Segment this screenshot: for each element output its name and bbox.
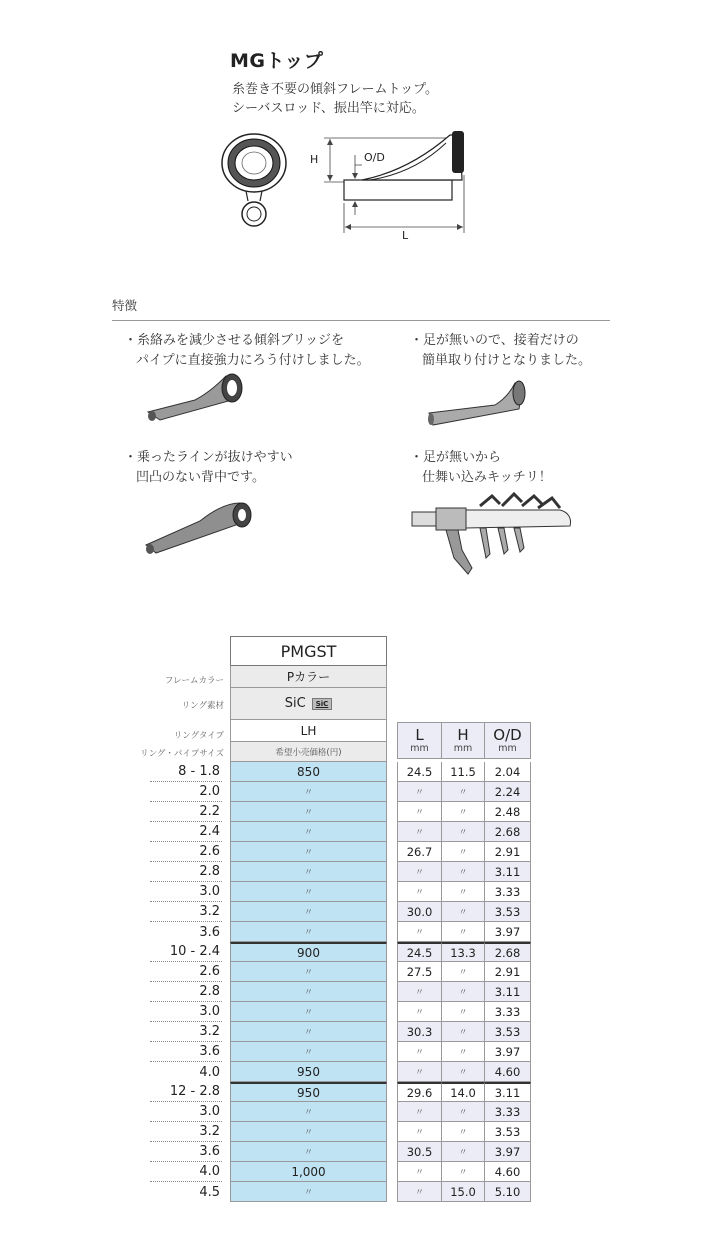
row-dim-h: 〃	[442, 922, 485, 942]
row-dim-od: 3.53	[485, 902, 531, 922]
row-size-label: 3.0	[150, 882, 222, 902]
row-price: 950	[230, 1062, 387, 1082]
row-dim-od: 2.68	[485, 942, 531, 962]
frame-color-value: Pカラー	[230, 666, 387, 688]
row-dim-od: 3.97	[485, 1142, 531, 1162]
row-dim-l: 24.5	[397, 762, 442, 782]
row-dim-l: 〃	[397, 1002, 442, 1022]
description-line-1: 糸巻き不要の傾斜フレームトップ。	[232, 82, 439, 97]
row-dim-od: 4.60	[485, 1062, 531, 1082]
row-dim-od: 2.91	[485, 842, 531, 862]
label-frame-color: フレームカラー	[164, 676, 224, 686]
row-size-label: 12 - 2.8	[150, 1082, 222, 1102]
row-dim-l: 〃	[397, 1182, 442, 1202]
row-size-label: 3.0	[150, 1102, 222, 1122]
row-price: 950	[230, 1082, 387, 1102]
row-price: 〃	[230, 922, 387, 942]
row-dim-l: 〃	[397, 802, 442, 822]
row-dim-od: 2.24	[485, 782, 531, 802]
description-line-2: シーバスロッド、振出竿に対応。	[232, 101, 425, 116]
row-size-label: 8 - 1.8	[150, 762, 222, 782]
row-price: 850	[230, 762, 387, 782]
row-dim-l: 26.7	[397, 842, 442, 862]
row-price: 〃	[230, 862, 387, 882]
row-dim-h: 〃	[442, 1102, 485, 1122]
row-price: 〃	[230, 782, 387, 802]
row-dim-h: 〃	[442, 822, 485, 842]
row-price: 〃	[230, 1022, 387, 1042]
row-dim-l: 〃	[397, 1062, 442, 1082]
row-dim-od: 3.97	[485, 922, 531, 942]
feature-2: ・足が無いので、接着だけの 簡単取り付けとなりました。	[410, 333, 592, 368]
label-od: O/D	[364, 151, 385, 164]
row-dim-l: 〃	[397, 1102, 442, 1122]
row-size-label: 2.6	[150, 962, 222, 982]
row-dim-h: 〃	[442, 1022, 485, 1042]
row-dim-l: 〃	[397, 1042, 442, 1062]
label-ring-pipe-size: リング・パイプサイズ	[140, 749, 224, 759]
row-dim-l: 〃	[397, 782, 442, 802]
row-dim-h: 〃	[442, 842, 485, 862]
ring-material-cell	[230, 688, 387, 720]
label-ring-type: リングタイプ	[173, 731, 224, 741]
row-dim-l: 30.5	[397, 1142, 442, 1162]
label-ring-material: リング素材	[181, 701, 224, 711]
row-size-label: 2.6	[150, 842, 222, 862]
row-dim-l: 〃	[397, 882, 442, 902]
features-divider	[112, 320, 610, 321]
dimension-diagram	[212, 125, 482, 240]
row-dim-h: 〃	[442, 902, 485, 922]
row-dim-h: 〃	[442, 1002, 485, 1022]
row-price: 900	[230, 942, 387, 962]
row-dim-od: 3.53	[485, 1022, 531, 1042]
row-size-label: 10 - 2.4	[150, 942, 222, 962]
label-h: H	[310, 153, 319, 166]
row-dim-od: 2.48	[485, 802, 531, 822]
row-size-label: 2.8	[150, 982, 222, 1002]
row-dim-l: 〃	[397, 822, 442, 842]
row-dim-h: 13.3	[442, 942, 485, 962]
row-price: 〃	[230, 1142, 387, 1162]
row-dim-l: 〃	[397, 1162, 442, 1182]
row-size-label: 2.2	[150, 802, 222, 822]
row-dim-h: 〃	[442, 1122, 485, 1142]
row-dim-h: 〃	[442, 782, 485, 802]
row-price: 〃	[230, 1102, 387, 1122]
row-price: 〃	[230, 822, 387, 842]
feature-1-illustration	[140, 370, 250, 430]
feature-3: ・乗ったラインが抜けやすい 凹凸のない背中です。	[124, 450, 293, 485]
row-dim-od: 3.11	[485, 1082, 531, 1102]
row-dim-h: 11.5	[442, 762, 485, 782]
row-dim-od: 2.91	[485, 962, 531, 982]
row-dim-h: 〃	[442, 982, 485, 1002]
ring-type-value: LH	[230, 720, 387, 742]
ring-material-value: SiC	[284, 696, 306, 711]
ring-side	[452, 131, 464, 173]
product-title: MGトップ	[230, 50, 324, 72]
row-dim-l: 30.3	[397, 1022, 442, 1042]
row-price: 1,000	[230, 1162, 387, 1182]
model-header: PMGST	[230, 636, 387, 666]
row-price: 〃	[230, 802, 387, 822]
row-size-label: 4.0	[150, 1162, 222, 1182]
row-dim-l: 〃	[397, 982, 442, 1002]
row-dim-l: 27.5	[397, 962, 442, 982]
row-dim-l: 29.6	[397, 1082, 442, 1102]
features-heading: 特徴	[112, 298, 138, 313]
row-dim-od: 3.33	[485, 882, 531, 902]
row-size-label: 3.6	[150, 1142, 222, 1162]
row-price: 〃	[230, 902, 387, 922]
row-dim-h: 〃	[442, 1162, 485, 1182]
row-dim-h: 〃	[442, 1062, 485, 1082]
row-dim-od: 3.33	[485, 1102, 531, 1122]
row-price: 〃	[230, 1122, 387, 1142]
row-dim-l: 〃	[397, 1122, 442, 1142]
dim-header-od: O/D mm	[485, 722, 531, 759]
row-dim-h: 〃	[442, 862, 485, 882]
row-dim-od: 5.10	[485, 1182, 531, 1202]
row-size-label: 3.6	[199, 924, 220, 940]
row-dim-od: 3.33	[485, 1002, 531, 1022]
row-dim-h: 〃	[442, 882, 485, 902]
price-header: 希望小売価格(円)	[230, 742, 387, 762]
row-dim-od: 3.53	[485, 1122, 531, 1142]
feature-1: ・糸絡みを減少させる傾斜ブリッジを パイプに直接強力にろう付けしました。	[124, 333, 370, 368]
sic-badge: SiC	[312, 698, 333, 710]
row-size-label: 2.8	[150, 862, 222, 882]
row-size-label: 3.6	[150, 1042, 222, 1062]
row-price: 〃	[230, 1182, 387, 1202]
row-price: 〃	[230, 1042, 387, 1062]
feature-3-illustration	[140, 495, 260, 555]
label-l: L	[402, 229, 409, 240]
row-dim-od: 2.68	[485, 822, 531, 842]
row-dim-od: 3.11	[485, 982, 531, 1002]
row-dim-h: 〃	[442, 1142, 485, 1162]
row-price: 〃	[230, 882, 387, 902]
row-size-label: 3.2	[150, 1122, 222, 1142]
row-price: 〃	[230, 982, 387, 1002]
row-dim-h: 〃	[442, 1042, 485, 1062]
row-price: 〃	[230, 842, 387, 862]
row-dim-l: 24.5	[397, 942, 442, 962]
row-size-label: 2.0	[150, 782, 222, 802]
row-dim-h: 〃	[442, 802, 485, 822]
row-size-label: 3.0	[150, 1002, 222, 1022]
feature-4: ・足が無いから 仕舞い込みキッチリ！	[410, 450, 552, 485]
pipe-side	[344, 180, 452, 200]
row-dim-h: 14.0	[442, 1082, 485, 1102]
row-dim-l: 30.0	[397, 902, 442, 922]
row-size-label: 4.5	[199, 1184, 220, 1200]
row-dim-l: 〃	[397, 862, 442, 882]
row-size-label: 3.2	[150, 902, 222, 922]
row-size-label: 2.4	[150, 822, 222, 842]
row-size-label: 3.2	[150, 1022, 222, 1042]
row-dim-h: 15.0	[442, 1182, 485, 1202]
row-size-label: 4.0	[199, 1064, 220, 1080]
row-price: 〃	[230, 962, 387, 982]
dim-header-h: H mm	[442, 722, 485, 759]
row-dim-h: 〃	[442, 962, 485, 982]
dim-header-l: L mm	[397, 722, 442, 759]
row-dim-od: 2.04	[485, 762, 531, 782]
row-dim-od: 3.11	[485, 862, 531, 882]
feature-2-illustration	[425, 375, 535, 430]
feature-4-illustration	[410, 488, 580, 588]
row-price: 〃	[230, 1002, 387, 1022]
row-dim-od: 4.60	[485, 1162, 531, 1182]
row-dim-l: 〃	[397, 922, 442, 942]
row-dim-od: 3.97	[485, 1042, 531, 1062]
